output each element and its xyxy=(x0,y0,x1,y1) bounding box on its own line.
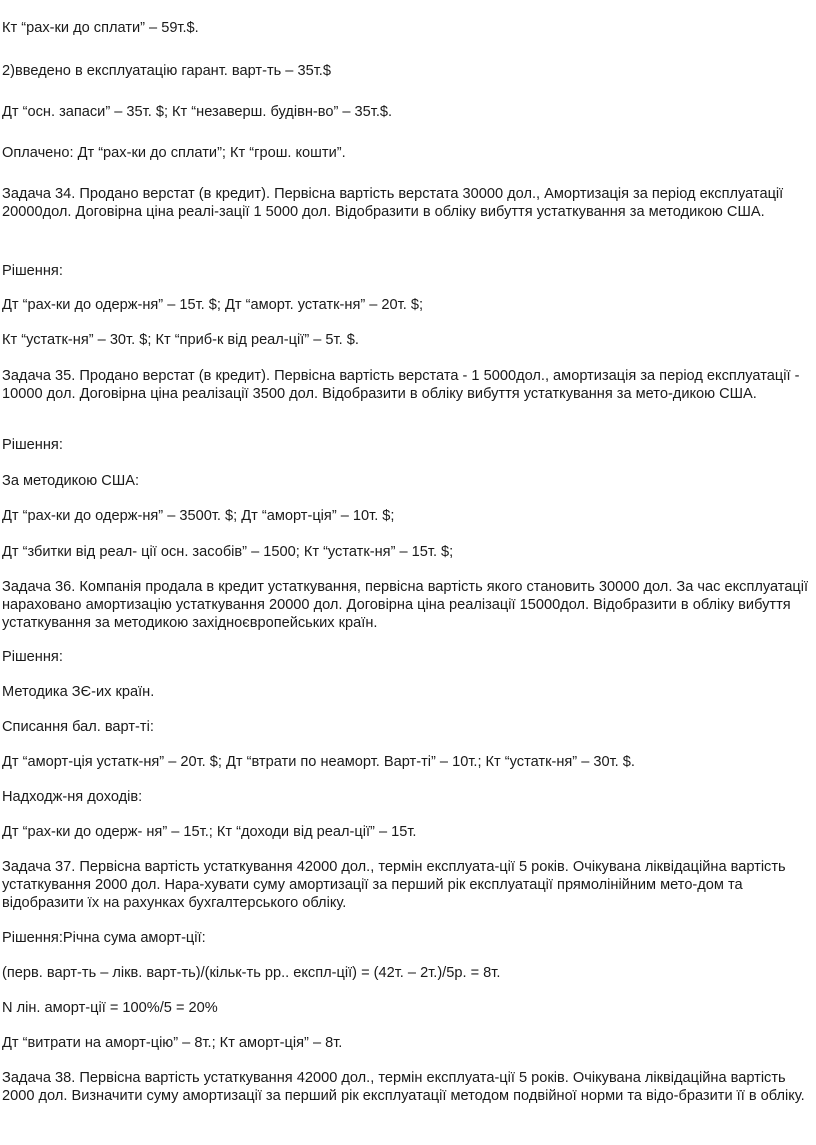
entry-paid: Оплачено: Дт “рах-ки до сплати”; Кт “грош. кошти”. xyxy=(2,145,346,161)
task-34-statement: Задача 34. Продано верстат (в кредит). Первісна вартість верстата 30000 дол., Амортизація за період експлуатації 20000дол. Договірна ціна реалі-зації 1 5000 дол. Відобразити в обліку вибуття устаткування за методикою США. xyxy=(2,186,784,220)
task-36-entry-income: Дт “рах-ки до одерж- ня” – 15т.; Кт “доходи від реал-ції” – 15т. xyxy=(2,824,417,840)
task-34-entry-debit: Дт “рах-ки до одерж-ня” – 15т. $; Дт “аморт. устатк-ня” – 20т. $; xyxy=(2,297,424,313)
task-36-solution-heading: Рішення: xyxy=(2,649,63,665)
task-36-entry-writeoff: Дт “аморт-ція устатк-ня” – 20т. $; Дт “втрати по неаморт. Варт-ті” – 10т.; Кт “устатк-ня” – 30т. $. xyxy=(2,754,635,770)
task-37-formula: (перв. варт-ть – лікв. варт-ть)/(кільк-ть рр.. експл-ції) = (42т. – 2т.)/5р. = 8т. xyxy=(2,965,501,981)
task-37-solution-heading: Рішення:Річна сума аморт-ції: xyxy=(2,930,206,946)
task-37-rate: N лін. аморт-ції = 100%/5 = 20% xyxy=(2,1000,218,1016)
task-37-entry: Дт “витрати на аморт-цію” – 8т.; Кт аморт-ція” – 8т. xyxy=(2,1035,343,1051)
task-35-solution-heading: Рішення: xyxy=(2,437,63,453)
task-36-income-heading: Надходж-ня доходів: xyxy=(2,789,143,805)
task-36-statement: Задача 36. Компанія продала в кредит устаткування, первісна вартість якого становить 30000 дол. За час експлуатації нараховано амортизацію устаткування 20000 дол. Договірна ціна реалізації 15000дол. Відобразити в обліку вибуття устаткування за методикою західноєвропейських країн. xyxy=(2,579,809,631)
item-2-commissioned: 2)введено в експлуатацію гарант. варт-ть – 35т.$ xyxy=(2,63,331,79)
task-35-entry-debit: Дт “рах-ки до одерж-ня” – 3500т. $; Дт “аморт-ція” – 10т. $; xyxy=(2,508,395,524)
entry-fixed-assets: Дт “осн. запаси” – 35т. $; Кт “незаверш. будівн-во” – 35т.$. xyxy=(2,104,393,120)
task-37-statement: Задача 37. Первісна вартість устаткування 42000 дол., термін експлуата-ції 5 років. Очікувана ліквідаційна вартість устаткування 2000 дол. Нара-хувати суму амортизації за перший рік експлуатації прямолінійним мето-дом та відобразити їх на рахунках бухгалтерського обліку. xyxy=(2,859,786,911)
task-35-statement: Задача 35. Продано верстат (в кредит). Первісна вартість верстата - 1 5000дол., амортизація за період експлуатації - 10000 дол. Договірна ціна реалізації 3500 дол. Відобразити в обліку вибуття устаткування за мето-дикою США. xyxy=(2,368,800,402)
task-35-method-usa: За методикою США: xyxy=(2,473,140,489)
task-34-solution-heading: Рішення: xyxy=(2,263,63,279)
entry-credit-payables: Кт “рах-ки до сплати” – 59т.$. xyxy=(2,20,199,36)
task-38-statement: Задача 38. Первісна вартість устаткування 42000 дол., термін експлуата-ції 5 років. Очікувана ліквідаційна вартість 2000 дол. Визначити суму амортизації за перший рік експлуатації методом подвійної норми та відо-бразити її в обліку. xyxy=(2,1070,805,1104)
task-35-entry-losses: Дт “збитки від реал- ції осн. засобів” – 1500; Кт “устатк-ня” – 15т. $; xyxy=(2,544,454,560)
task-36-writeoff-heading: Списання бал. варт-ті: xyxy=(2,719,154,735)
task-36-method-we: Методика ЗЄ-их країн. xyxy=(2,684,155,700)
task-34-entry-credit: Кт “устатк-ня” – 30т. $; Кт “приб-к від реал-ції” – 5т. $. xyxy=(2,332,359,348)
